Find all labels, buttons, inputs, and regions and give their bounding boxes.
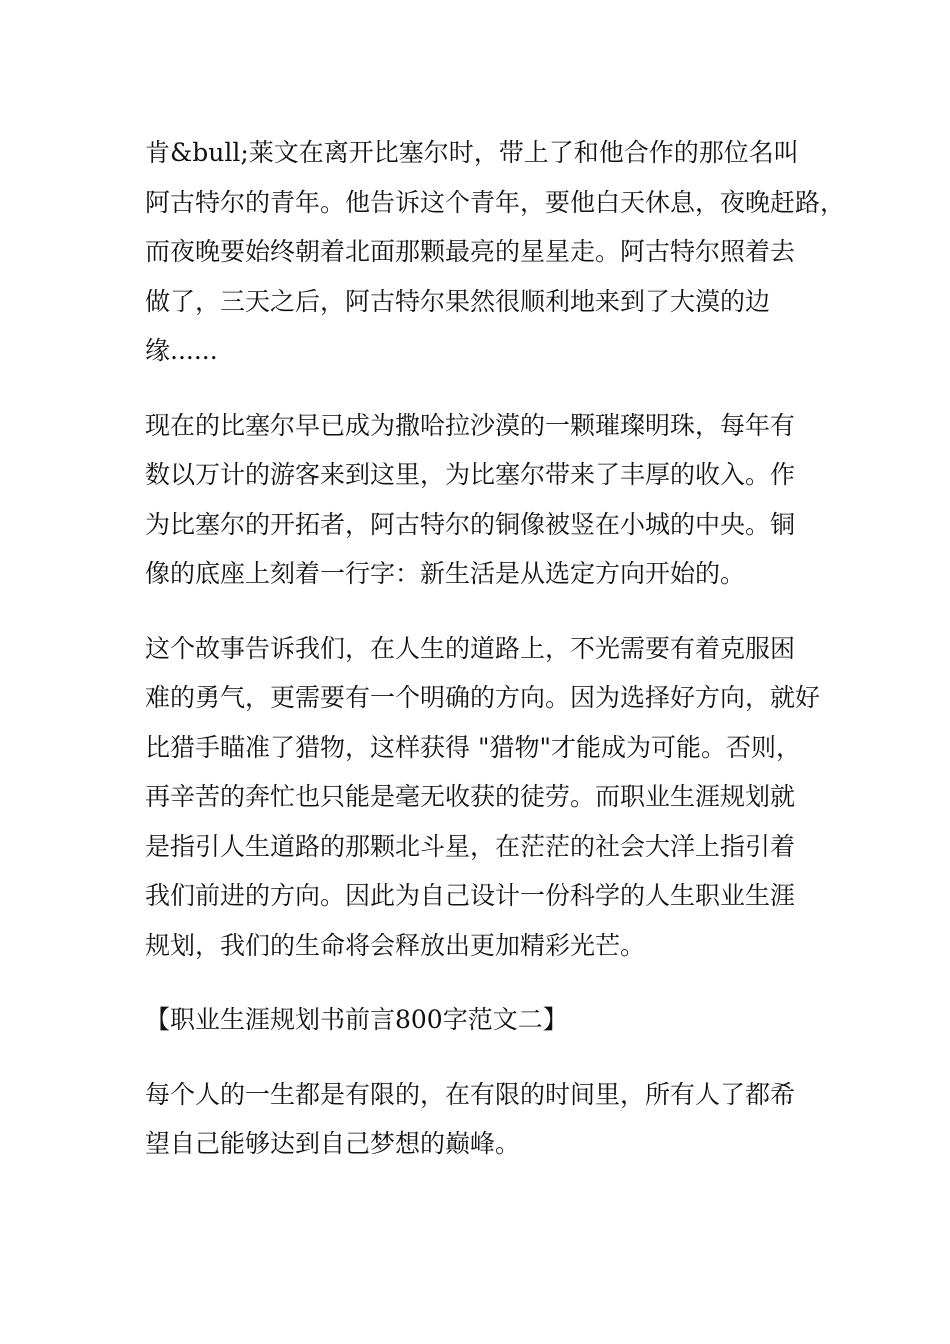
text-line: 难的勇气，更需要有一个明确的方向。因为选择好方向，就好 <box>145 683 821 712</box>
text-line: 为比塞尔的开拓者，阿古特尔的铜像被竖在小城的中央。铜 <box>145 509 796 539</box>
text-line: 每个人的一生都是有限的，在有限的时间里，所有人了都希 <box>145 1079 796 1109</box>
paragraph-bisaier-today <box>145 401 817 599</box>
text-line: 现在的比塞尔早已成为撒哈拉沙漠的一颗璀璨明珠，每年有 <box>145 410 796 440</box>
text-line: 我们前进的方向。因此为自己设计一份科学的人生职业生涯 <box>145 881 796 910</box>
paragraph-lesson <box>145 624 821 971</box>
text-line: 是指引人生道路的那颗北斗星，在茫茫的社会大洋上指引着 <box>145 831 796 861</box>
text-line: 缘...... <box>145 336 218 365</box>
paragraph-closing <box>145 1070 817 1169</box>
text-line: 肯&bull;莱文在离开比塞尔时，带上了和他合作的那位名叫 <box>145 138 799 167</box>
section-heading-text: 【职业生涯规划书前言800字范文二】 <box>145 1005 568 1034</box>
text-line: 做了，三天之后，阿古特尔果然很顺利地来到了大漠的边 <box>145 286 771 316</box>
text-line: 再辛苦的奔忙也只能是毫无收获的徒劳。而职业生涯规划就 <box>145 782 796 811</box>
text-line: 数以万计的游客来到这里，为比塞尔带来了丰厚的收入。作 <box>145 460 796 489</box>
text-line: 规划，我们的生命将会释放出更加精彩光芒。 <box>145 930 646 960</box>
text-line: 阿古特尔的青年。他告诉这个青年，要他白天休息，夜晚赶路， <box>145 187 846 217</box>
text-line: 比猎手瞄准了猎物，这样获得 "猎物"才能成为可能。否则， <box>145 732 801 762</box>
paragraph-story-end <box>145 128 846 376</box>
text-line: 像的底座上刻着一行字：新生活是从选定方向开始的。 <box>145 559 746 588</box>
text-line: 这个故事告诉我们，在人生的道路上，不光需要有着克服困 <box>145 633 796 663</box>
document-body <box>145 128 846 1194</box>
text-line: 望自己能够达到自己梦想的巅峰。 <box>145 1129 521 1158</box>
section-heading <box>145 995 817 1045</box>
text-line: 而夜晚要始终朝着北面那颗最亮的星星走。阿古特尔照着去 <box>145 237 796 266</box>
